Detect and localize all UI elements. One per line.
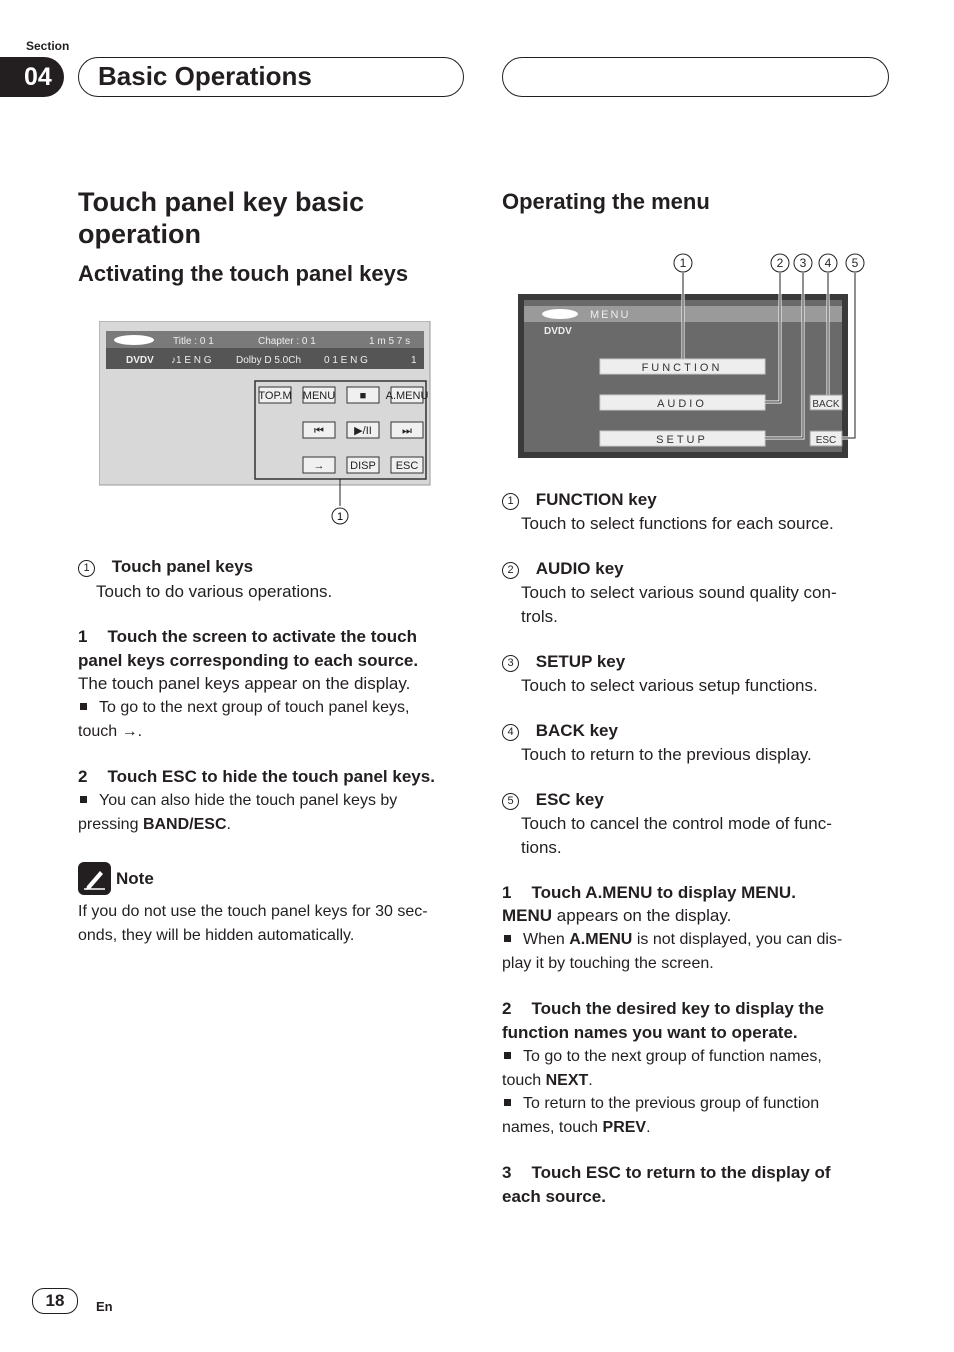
menu-function-key: FUNCTION <box>641 362 723 374</box>
screen-chapter-text: Chapter : 0 1 <box>258 336 316 347</box>
menu-item-audio-desc: Touch to select various sound quality con- trols. <box>521 583 837 626</box>
item1-heading <box>78 555 253 579</box>
menu-back-key: BACK <box>812 399 840 410</box>
page-heading: Touch panel key basic operation <box>78 187 365 249</box>
language-label: En <box>96 1299 113 1314</box>
bullet-icon <box>504 935 511 942</box>
right-step1-title: 1 Touch A.MENU to display MENU. <box>502 883 796 902</box>
menu-item-setup-desc: Touch to select various setup functions. <box>521 676 818 695</box>
key-disp: DISP <box>350 460 376 472</box>
step1-bullet: To go to the next group of touch panel keys, touch →. <box>78 699 410 740</box>
screen-time-text: 1 m 5 7 s <box>369 336 411 347</box>
callout-5: 5 <box>851 256 859 270</box>
step1-number: 1 <box>78 627 88 646</box>
step2-bullet: You can also hide the touch panel keys by pressing BAND/ESC. <box>78 792 398 833</box>
right-step1-desc: MENU appears on the display. <box>502 906 732 925</box>
menu-item-setup: 3 SETUP key <box>502 650 625 674</box>
menu-item-function: 1 FUNCTION key <box>502 488 657 512</box>
menu-item-function-desc: Touch to select functions for each source. <box>521 514 834 533</box>
right-step1-bullet: When A.MENU is not displayed, you can dis- play it by touching the screen. <box>502 931 843 972</box>
menu-audio-key: AUDIO <box>657 398 707 410</box>
key-next: ⏭ <box>402 425 412 437</box>
menu-item-back-desc: Touch to return to the previous display. <box>521 745 812 764</box>
page-number: 18 <box>32 1288 78 1314</box>
right-step2-title: 2 Touch the desired key to display the function names you want to operate. <box>502 999 824 1042</box>
screen-subtitle-text: 0 1 E N G <box>324 355 368 366</box>
menu-title: MENU <box>590 309 631 321</box>
screen-audio-text: ♪1 E N G <box>171 355 212 366</box>
key-top-menu: TOP.M <box>258 390 292 402</box>
screen-title-text: Title : 0 1 <box>173 336 214 347</box>
callout-1: 1 <box>336 511 344 523</box>
section-title: Basic Operations <box>98 61 312 91</box>
menu-item-esc: 5 ESC key <box>502 788 604 812</box>
key-arrow: → <box>313 460 325 472</box>
key-play-pause: ▶/II <box>354 425 372 437</box>
step1-description: The touch panel keys appear on the display. <box>78 674 411 693</box>
menu-esc-key: ESC <box>815 435 837 446</box>
right-step3-title: 3 Touch ESC to return to the display of each source. <box>502 1163 831 1206</box>
menu-source: DVDV <box>544 326 572 337</box>
bullet-icon <box>504 1052 511 1059</box>
touch-panel-illustration <box>99 321 431 531</box>
menu-screen-illustration <box>500 248 880 463</box>
note-text: If you do not use the touch panel keys for 30 sec- onds, they will be hidden automatically. <box>78 903 428 944</box>
menu-item-back: 4 BACK key <box>502 719 618 743</box>
menu-item-audio: 2 AUDIO key <box>502 557 624 581</box>
step1-title: 1 Touch the screen to activate the touch panel keys corresponding to each source. <box>78 627 419 670</box>
section-number: 04 <box>0 57 64 97</box>
bullet-icon <box>80 703 87 710</box>
note-pencil-icon <box>78 862 111 895</box>
callout-1: 1 <box>679 256 687 270</box>
bullet-icon <box>504 1099 511 1106</box>
key-esc: ESC <box>395 460 419 472</box>
item1-description: Touch to do various operations. <box>96 582 333 601</box>
header-empty-frame <box>502 57 889 97</box>
subheading-activating: Activating the touch panel keys <box>78 261 409 286</box>
key-stop: ■ <box>359 390 367 402</box>
arrow-icon: → <box>121 723 138 740</box>
callout-2: 2 <box>776 256 784 270</box>
subheading-operating-menu: Operating the menu <box>502 189 710 214</box>
key-menu: MENU <box>302 390 336 402</box>
screen-source-text: DVDV <box>126 355 154 366</box>
section-label: Section <box>26 39 70 53</box>
note-label: Note <box>116 869 154 888</box>
right-step2-bullet-prev: To return to the previous group of function names, touch PREV. <box>502 1095 820 1136</box>
key-previous: ⏮ <box>314 425 324 437</box>
callout-3: 3 <box>799 256 807 270</box>
callout-4: 4 <box>824 256 832 270</box>
right-step2-bullet-next: To go to the next group of function names, touch NEXT. <box>502 1048 822 1089</box>
step2-number: 2 <box>78 767 88 786</box>
menu-item-esc-desc: Touch to cancel the control mode of func- tions. <box>521 814 832 857</box>
bullet-icon <box>80 796 87 803</box>
screen-dolby-text: Dolby D 5.0Ch <box>236 355 302 366</box>
item1-number: 1 <box>78 560 95 577</box>
menu-setup-key: SETUP <box>656 434 708 446</box>
step2-title: 2 Touch ESC to hide the touch panel keys. <box>78 767 435 786</box>
item1-title: Touch panel keys <box>111 557 254 576</box>
screen-angle-text: 1 <box>411 355 417 366</box>
key-a-menu: A.MENU <box>385 390 429 402</box>
